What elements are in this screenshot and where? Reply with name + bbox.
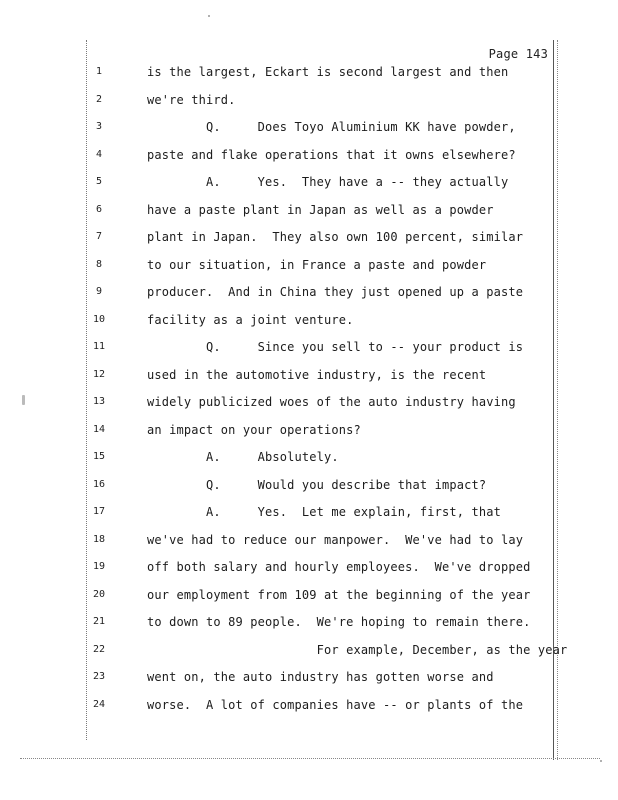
- line-number: 21: [92, 616, 106, 627]
- line-number: 2: [95, 93, 103, 105]
- line-text: is the largest, Eckart is second largest and then: [147, 65, 509, 79]
- line-number: 11: [92, 341, 106, 352]
- transcript-line: [0, 117, 618, 137]
- line-text: facility as a joint venture.: [147, 312, 354, 327]
- transcript-line: [0, 585, 618, 605]
- line-text: to down to 89 people. We're hoping to remain there.: [147, 615, 531, 629]
- transcript-line: [0, 337, 618, 357]
- transcript-line: [0, 282, 618, 302]
- line-text: used in the automotive industry, is the recent: [147, 367, 487, 382]
- line-number: 1: [95, 66, 103, 77]
- transcript-line: [0, 200, 618, 220]
- line-number: 23: [92, 671, 106, 682]
- line-text: an impact on your operations?: [147, 422, 361, 437]
- line-number: 14: [92, 423, 106, 435]
- transcript-line: [0, 365, 618, 385]
- transcript-line: [0, 557, 618, 577]
- line-number: 13: [92, 396, 106, 407]
- line-text: Q. Would you describe that impact?: [147, 477, 487, 492]
- line-text: Q. Since you sell to -- your product is: [147, 340, 524, 354]
- transcript-line: [0, 145, 618, 165]
- line-text: A. Yes. They have a -- they actually: [147, 175, 509, 189]
- line-text: producer. And in China they just opened up a paste: [147, 285, 524, 299]
- transcript-line: [0, 310, 618, 330]
- line-text: paste and flake operations that it owns elsewhere?: [147, 147, 516, 162]
- transcript-line: [0, 62, 618, 82]
- transcript-line: [0, 90, 618, 110]
- line-number: 15: [92, 451, 106, 462]
- page-number: Page 143: [488, 47, 548, 61]
- line-text: we've had to reduce our manpower. We've had to lay: [147, 532, 524, 547]
- line-number: 16: [92, 478, 106, 490]
- line-number: 19: [92, 561, 106, 572]
- line-text: A. Yes. Let me explain, first, that: [147, 505, 501, 519]
- line-number: 24: [92, 698, 106, 710]
- transcript-line: [0, 392, 618, 412]
- line-text: went on, the auto industry has gotten worse and: [147, 670, 494, 684]
- transcript-line: [0, 667, 618, 687]
- line-number: 6: [95, 203, 103, 215]
- transcript-line: [0, 502, 618, 522]
- line-number: 12: [92, 368, 106, 380]
- line-text: off both salary and hourly employees. We've dropped: [147, 560, 531, 574]
- scan-speck: [208, 15, 210, 17]
- transcript-line: [0, 172, 618, 192]
- line-number: 7: [95, 231, 103, 242]
- transcript-line: [0, 255, 618, 275]
- transcript-line: [0, 530, 618, 550]
- line-number: 22: [92, 643, 106, 655]
- transcript-line: [0, 420, 618, 440]
- transcript-line: [0, 447, 618, 467]
- line-text: have a paste plant in Japan as well as a powder: [147, 202, 494, 217]
- line-text: Q. Does Toyo Aluminium KK have powder,: [147, 120, 516, 134]
- line-number: 4: [95, 148, 103, 160]
- bottom-margin-rule: [20, 758, 600, 759]
- line-number: 5: [95, 176, 103, 187]
- line-text: we're third.: [147, 92, 236, 107]
- line-text: plant in Japan. They also own 100 percent, similar: [147, 230, 524, 244]
- line-text: worse. A lot of companies have -- or plants of the: [147, 697, 524, 712]
- scan-speck: [600, 760, 602, 762]
- line-text: our employment from 109 at the beginning of the year: [147, 587, 531, 602]
- line-number: 18: [92, 533, 106, 545]
- line-number: 20: [92, 588, 106, 600]
- transcript-line: [0, 640, 618, 660]
- transcript-line: [0, 612, 618, 632]
- transcript-line: [0, 475, 618, 495]
- line-text: A. Absolutely.: [147, 450, 339, 464]
- line-number: 9: [95, 286, 103, 297]
- line-number: 17: [92, 506, 106, 517]
- line-text: widely publicized woes of the auto industry having: [147, 395, 516, 409]
- line-number: 8: [95, 258, 103, 270]
- line-text: to our situation, in France a paste and powder: [147, 257, 487, 272]
- line-text: For example, December, as the year: [147, 642, 568, 657]
- line-number: 10: [92, 313, 106, 325]
- line-number: 3: [95, 121, 103, 132]
- transcript-line: [0, 695, 618, 715]
- transcript-line: [0, 227, 618, 247]
